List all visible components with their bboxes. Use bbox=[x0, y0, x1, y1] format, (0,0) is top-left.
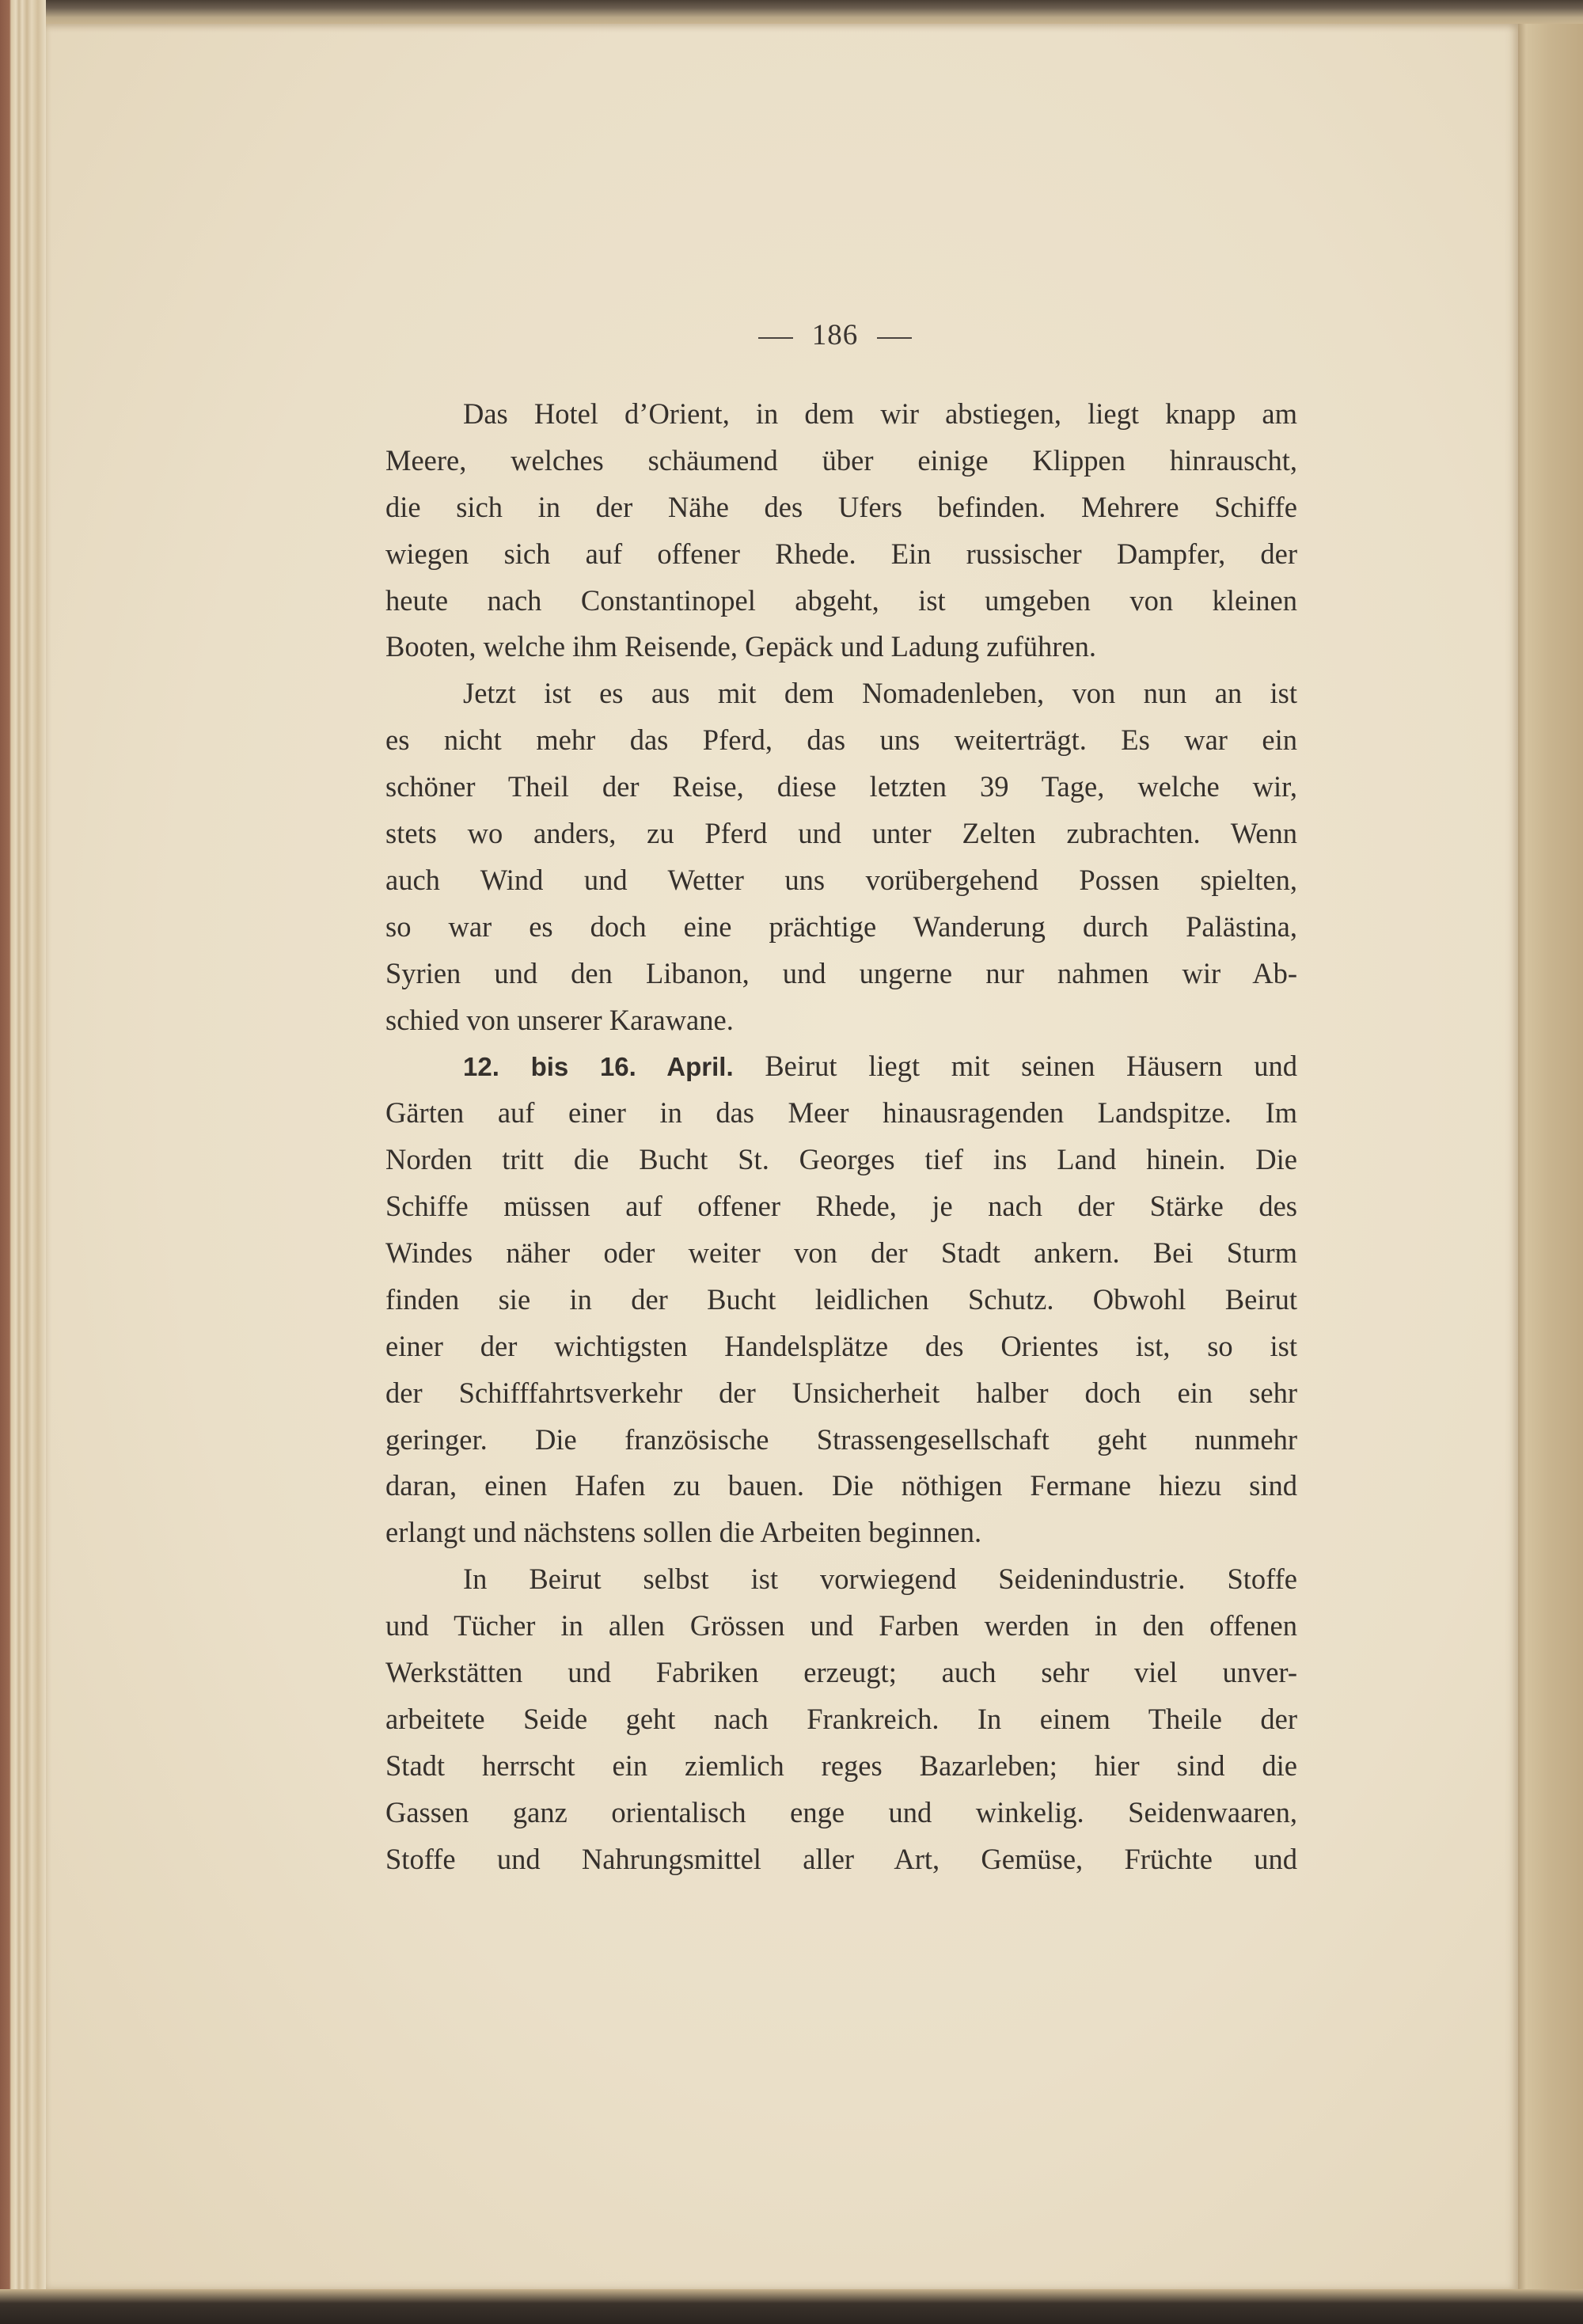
text-line: Stadt herrscht ein ziemlich reges Bazarleben; hier sind die bbox=[385, 1749, 1297, 1782]
text-line: heute nach Constantinopel abgeht, ist umgeben von kleinen bbox=[385, 583, 1297, 617]
text-line: arbeitete Seide geht nach Frankreich. In einem Theile der bbox=[385, 1702, 1297, 1735]
text-line: schöner Theil der Reise, diese letzten 39 Tage, welche wir, bbox=[385, 770, 1297, 803]
text-line: erlangt und nächstens sollen die Arbeiten beginnen. bbox=[385, 1516, 982, 1549]
text-line: schied von unserer Karawane. bbox=[385, 1003, 734, 1036]
text-line: der Schifffahrtsverkehr der Unsicherheit halber doch ein sehr bbox=[385, 1376, 1297, 1409]
text-line: In Beirut selbst ist vorwiegend Seidenindustrie. Stoffe bbox=[463, 1563, 1297, 1596]
text-line: daran, einen Hafen zu bauen. Die nöthigen Fermane hiezu sind bbox=[385, 1469, 1297, 1502]
text-line: Windes näher oder weiter von der Stadt ankern. Bei Sturm bbox=[385, 1236, 1297, 1270]
text-line-rest: Beirut liegt mit seinen Häusern und bbox=[765, 1050, 1298, 1083]
top-edge-shadow bbox=[46, 0, 1583, 25]
text-line: die sich in der Nähe des Ufers befinden. Mehrere Schiffe bbox=[385, 490, 1297, 523]
text-line: so war es doch eine prächtige Wanderung durch Palästina, bbox=[385, 909, 1297, 943]
text-line: Syrien und den Libanon, und ungerne nur nahmen wir Ab- bbox=[385, 956, 1297, 989]
text-line: geringer. Die französische Strassengesellschaft geht nunmehr bbox=[385, 1422, 1297, 1456]
page-number-dash-left bbox=[758, 337, 793, 339]
text-line: Werkstätten und Fabriken erzeugt; auch sehr viel unver- bbox=[385, 1656, 1297, 1689]
text-line-with-date bbox=[385, 1043, 1297, 1090]
text-line: finden sie in der Bucht leidlichen Schutz. Obwohl Beirut bbox=[385, 1282, 1297, 1316]
page-number bbox=[0, 318, 1583, 352]
text-line: es nicht mehr das Pferd, das uns weiterträgt. Es war ein bbox=[385, 723, 1297, 757]
date-heading: 12. bis 16. April. bbox=[463, 1052, 734, 1082]
text-line: und Tücher in allen Grössen und Farben werden in den offenen bbox=[385, 1609, 1297, 1642]
text-line: wiegen sich auf offener Rhede. Ein russischer Dampfer, der bbox=[385, 537, 1297, 570]
text-line: Das Hotel d’Orient, in dem wir abstiegen, liegt knapp am bbox=[463, 397, 1297, 430]
page-number-value: 186 bbox=[811, 319, 859, 351]
text-line: Jetzt ist es aus mit dem Nomadenleben, von nun an ist bbox=[463, 677, 1297, 710]
text-line: Stoffe und Nahrungsmittel aller Art, Gemüse, Früchte und bbox=[385, 1842, 1297, 1875]
text-line: Schiffe müssen auf offener Rhede, je nach der Stärke des bbox=[385, 1190, 1297, 1223]
text-line: stets wo anders, zu Pferd und unter Zelten zubrachten. Wenn bbox=[385, 817, 1297, 850]
text-line: Norden tritt die Bucht St. Georges tief ins Land hinein. Die bbox=[385, 1143, 1297, 1176]
body-text bbox=[385, 391, 1297, 1883]
text-line: Gärten auf einer in das Meer hinausragenden Landspitze. Im bbox=[385, 1096, 1297, 1130]
text-line: Booten, welche ihm Reisende, Gepäck und Ladung zuführen. bbox=[385, 630, 1097, 663]
text-line: Meere, welches schäumend über einige Klippen hinrauscht, bbox=[385, 443, 1297, 477]
bottom-edge bbox=[0, 2289, 1583, 2324]
text-line: auch Wind und Wetter uns vorübergehend Possen spielten, bbox=[385, 863, 1297, 896]
right-page-edge bbox=[1518, 24, 1583, 2289]
text-line: Gassen ganz orientalisch enge und winkelig. Seidenwaaren, bbox=[385, 1795, 1297, 1828]
text-line: einer der wichtigsten Handelsplätze des Orientes ist, so ist bbox=[385, 1329, 1297, 1362]
page-number-dash-right bbox=[877, 337, 912, 339]
